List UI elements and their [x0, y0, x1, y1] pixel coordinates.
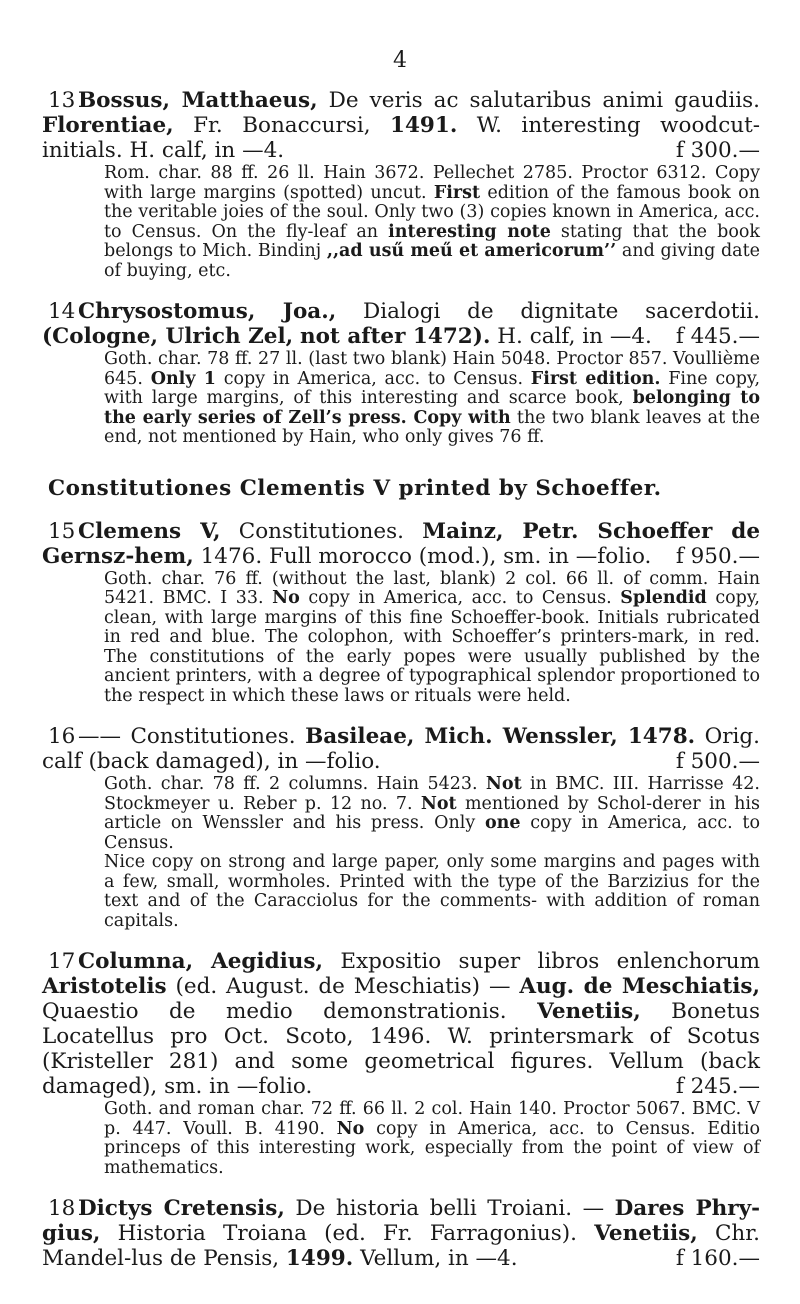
entry-number: 17: [48, 949, 76, 974]
entry-heading: [42, 519, 760, 569]
note-emphasis: No: [336, 1118, 365, 1139]
author: Dictys Cretensis,: [78, 1196, 285, 1221]
note-emphasis: interesting note: [388, 221, 551, 242]
note-paragraph: [104, 775, 760, 853]
spacer-text: [293, 324, 300, 349]
price: f 950.—: [675, 543, 760, 569]
price: f 445.—: [675, 324, 760, 349]
note-text: copy in America, acc. to Census.: [215, 368, 531, 389]
format-text: H. calf, in —4.: [490, 324, 652, 349]
price: f 300.—: [675, 138, 760, 163]
entry-note: [104, 775, 760, 931]
catalogue-entry-18: [42, 1196, 760, 1271]
title-emphasis: Aug. de Meschiatis,: [519, 974, 761, 999]
title-text: —— Constitutiones.: [78, 724, 306, 749]
entry-note: [104, 164, 760, 281]
title-emphasis: Dares Phry-gius,: [42, 1196, 761, 1246]
note-emphasis: First: [433, 182, 481, 203]
note-text: copy in America, acc. to Census. Editio princeps of this interesting work, especially from the point of view of mathematics.: [104, 1118, 760, 1178]
title-text: Historia Troiana (ed. Fr. Farragonius).: [100, 1221, 595, 1246]
note-emphasis: one: [484, 813, 521, 833]
entry-note: [104, 350, 760, 448]
title-text: De veris ac salutaribus animi gaudiis.: [317, 88, 760, 113]
note-text: copy in America, acc. to Census.: [104, 813, 760, 853]
note-text: mentioned by Schol-derer in his article on Wenssler and his press. Only: [104, 793, 761, 833]
entry-number: 15: [48, 518, 76, 544]
note-emphasis: Splendid: [620, 588, 707, 608]
title-text: Constitutiones.: [220, 518, 423, 544]
note-paragraph: Nice copy on strong and large paper, only some margins and pages with a few, small, wormholes. Printed with the type of the Barzizius for the text and of the Caracciolus for the comments- with addition of roman capitals.: [104, 852, 760, 931]
note-text: and giving date of buying, etc.: [104, 241, 760, 281]
note-text: Goth. and roman char. 72 ff. 66 ll. 2 col. Hain 140. Proctor 5067. BMC. V p. 447. Voull. B. 4190.: [104, 1099, 760, 1139]
author: Chrysostomus, Joa.,: [78, 299, 337, 324]
note-text: Goth. char. 78 ff. 2 columns. Hain 5423.: [104, 774, 486, 794]
imprint-year: 1499.: [285, 1246, 354, 1271]
note-text: copy in America, acc. to Census.: [299, 588, 621, 608]
catalogue-entry-13: [42, 88, 760, 281]
note-text: Fine copy, with large margins, of this interesting and scarce book,: [104, 368, 761, 408]
note-text: edition of the famous book on the veritable joies of the soul. Only two (3) copies known in America, acc. to Census. On the fly-leaf an: [104, 182, 760, 242]
entry-heading: [42, 88, 760, 163]
note-emphasis: Only 1: [150, 368, 216, 389]
imprint-place: Venetiis,: [537, 999, 641, 1024]
note-emphasis: Not: [420, 793, 457, 814]
note-text: copy, clean, with large margins of this fine Schoeffer-book. Initials rubricated in red and blue. The colophon, with Schoeffer’s printers-mark, in red. The constitutions of the early popes were usually published by the ancient printers, with a degree of typographical splendor proportioned to the respect in which these laws or rituals were held.: [104, 588, 760, 706]
page-number: 4: [393, 48, 407, 73]
entry-heading: [42, 299, 760, 349]
printer: Fr. Bonaccursi,: [173, 113, 391, 138]
note-text: Goth. char. 78 ff. 27 ll. (last two blank) Hain 5048. Proctor 857. Voullième 645.: [104, 349, 760, 389]
imprint-place: (Cologne, Ulrich Zel,: [42, 324, 294, 349]
entry-number: 18: [48, 1196, 76, 1221]
entry-heading: [42, 949, 760, 1099]
entry-note: [104, 570, 760, 707]
author: Clemens V,: [78, 518, 221, 544]
price: f 160.—: [675, 1246, 760, 1271]
imprint-year: not after 1472).: [299, 324, 491, 349]
printer: Chr. Mandel-lus de Pensis,: [42, 1221, 760, 1271]
title-text: Quaestio de medio demonstrationis.: [42, 999, 538, 1024]
format-text: Bonetus Locatellus pro Oct. Scoto, 1496. W. printersmark of Scotus (Kristeller 281) and some geometrical figures. Vellum (back damaged), sm. in —folio.: [42, 999, 761, 1099]
imprint-place: Florentiae,: [42, 113, 174, 138]
price: f 245.—: [675, 1074, 760, 1099]
entry-heading: [42, 724, 760, 774]
catalogue-entry-17: [42, 949, 760, 1178]
format-text: 1476. Full morocco (mod.), sm. in —folio.: [193, 543, 652, 569]
format-text: Orig. calf (back damaged), in —folio.: [42, 724, 760, 774]
imprint-year: 1491.: [390, 113, 458, 138]
imprint-place: Venetiis,: [594, 1221, 698, 1246]
note-text: Goth. char. 76 ff. (without the last, blank) 2 col. 66 ll. of comm. Hain 5421. BMC. I 33.: [104, 568, 760, 608]
format-text: W. interesting woodcut-initials. H. calf, in —4.: [42, 113, 760, 163]
title-text: (ed. August. de Meschiatis) —: [166, 974, 520, 999]
note-text: stating that the book belongs to Mich. Bindinj: [104, 221, 760, 261]
price: f 500.—: [675, 749, 760, 774]
entry-number: 14: [48, 299, 76, 324]
note-text: in BMC. III. Harrisse 42. Stockmeyer u. Reber p. 12 no. 7.: [104, 774, 760, 814]
entry-note: [104, 1100, 760, 1178]
section-heading: Constitutiones Clementis V printed by Schoeffer.: [48, 475, 662, 501]
catalogue-content: [42, 88, 760, 1289]
note-text: Rom. char. 88 ff. 26 ll. Hain 3672. Pellechet 2785. Proctor 6312. Copy with large margins (spotted) uncut.: [104, 163, 760, 203]
note-emphasis: Not: [485, 774, 522, 794]
note-text: the two blank leaves at the end, not mentioned by Hain, who only gives 76 ff.: [104, 407, 760, 447]
title-text: Expositio super libros enlenchorum: [323, 949, 760, 974]
imprint-place: Mainz, Petr. Schoeffer de Gernsz-hem,: [42, 518, 760, 569]
entry-heading: [42, 1196, 760, 1271]
note-emphasis: belonging to the early series of Zell’s press. Copy with: [104, 388, 760, 428]
author: Bossus, Matthaeus,: [78, 88, 318, 113]
note-emphasis: First edition.: [530, 368, 661, 389]
catalogue-entry-16: [42, 724, 760, 931]
note-emphasis: ,,ad usű meű et americorum’’: [326, 241, 617, 261]
author: Columna, Aegidius,: [78, 949, 324, 974]
catalogue-entry-15: [42, 519, 760, 707]
note-emphasis: No: [272, 588, 300, 608]
entry-number: 13: [48, 88, 76, 113]
title-emphasis: Aristotelis: [42, 974, 167, 999]
title-text: De historia belli Troiani. —: [284, 1196, 615, 1221]
title-text: Dialogi de dignitate sacerdotii.: [336, 299, 760, 324]
format-text: Vellum, in —4.: [353, 1246, 518, 1271]
imprint-place: Basileae, Mich. Wenssler, 1478.: [305, 724, 696, 749]
entry-number: 16: [48, 724, 76, 749]
catalogue-entry-14: [42, 299, 760, 448]
